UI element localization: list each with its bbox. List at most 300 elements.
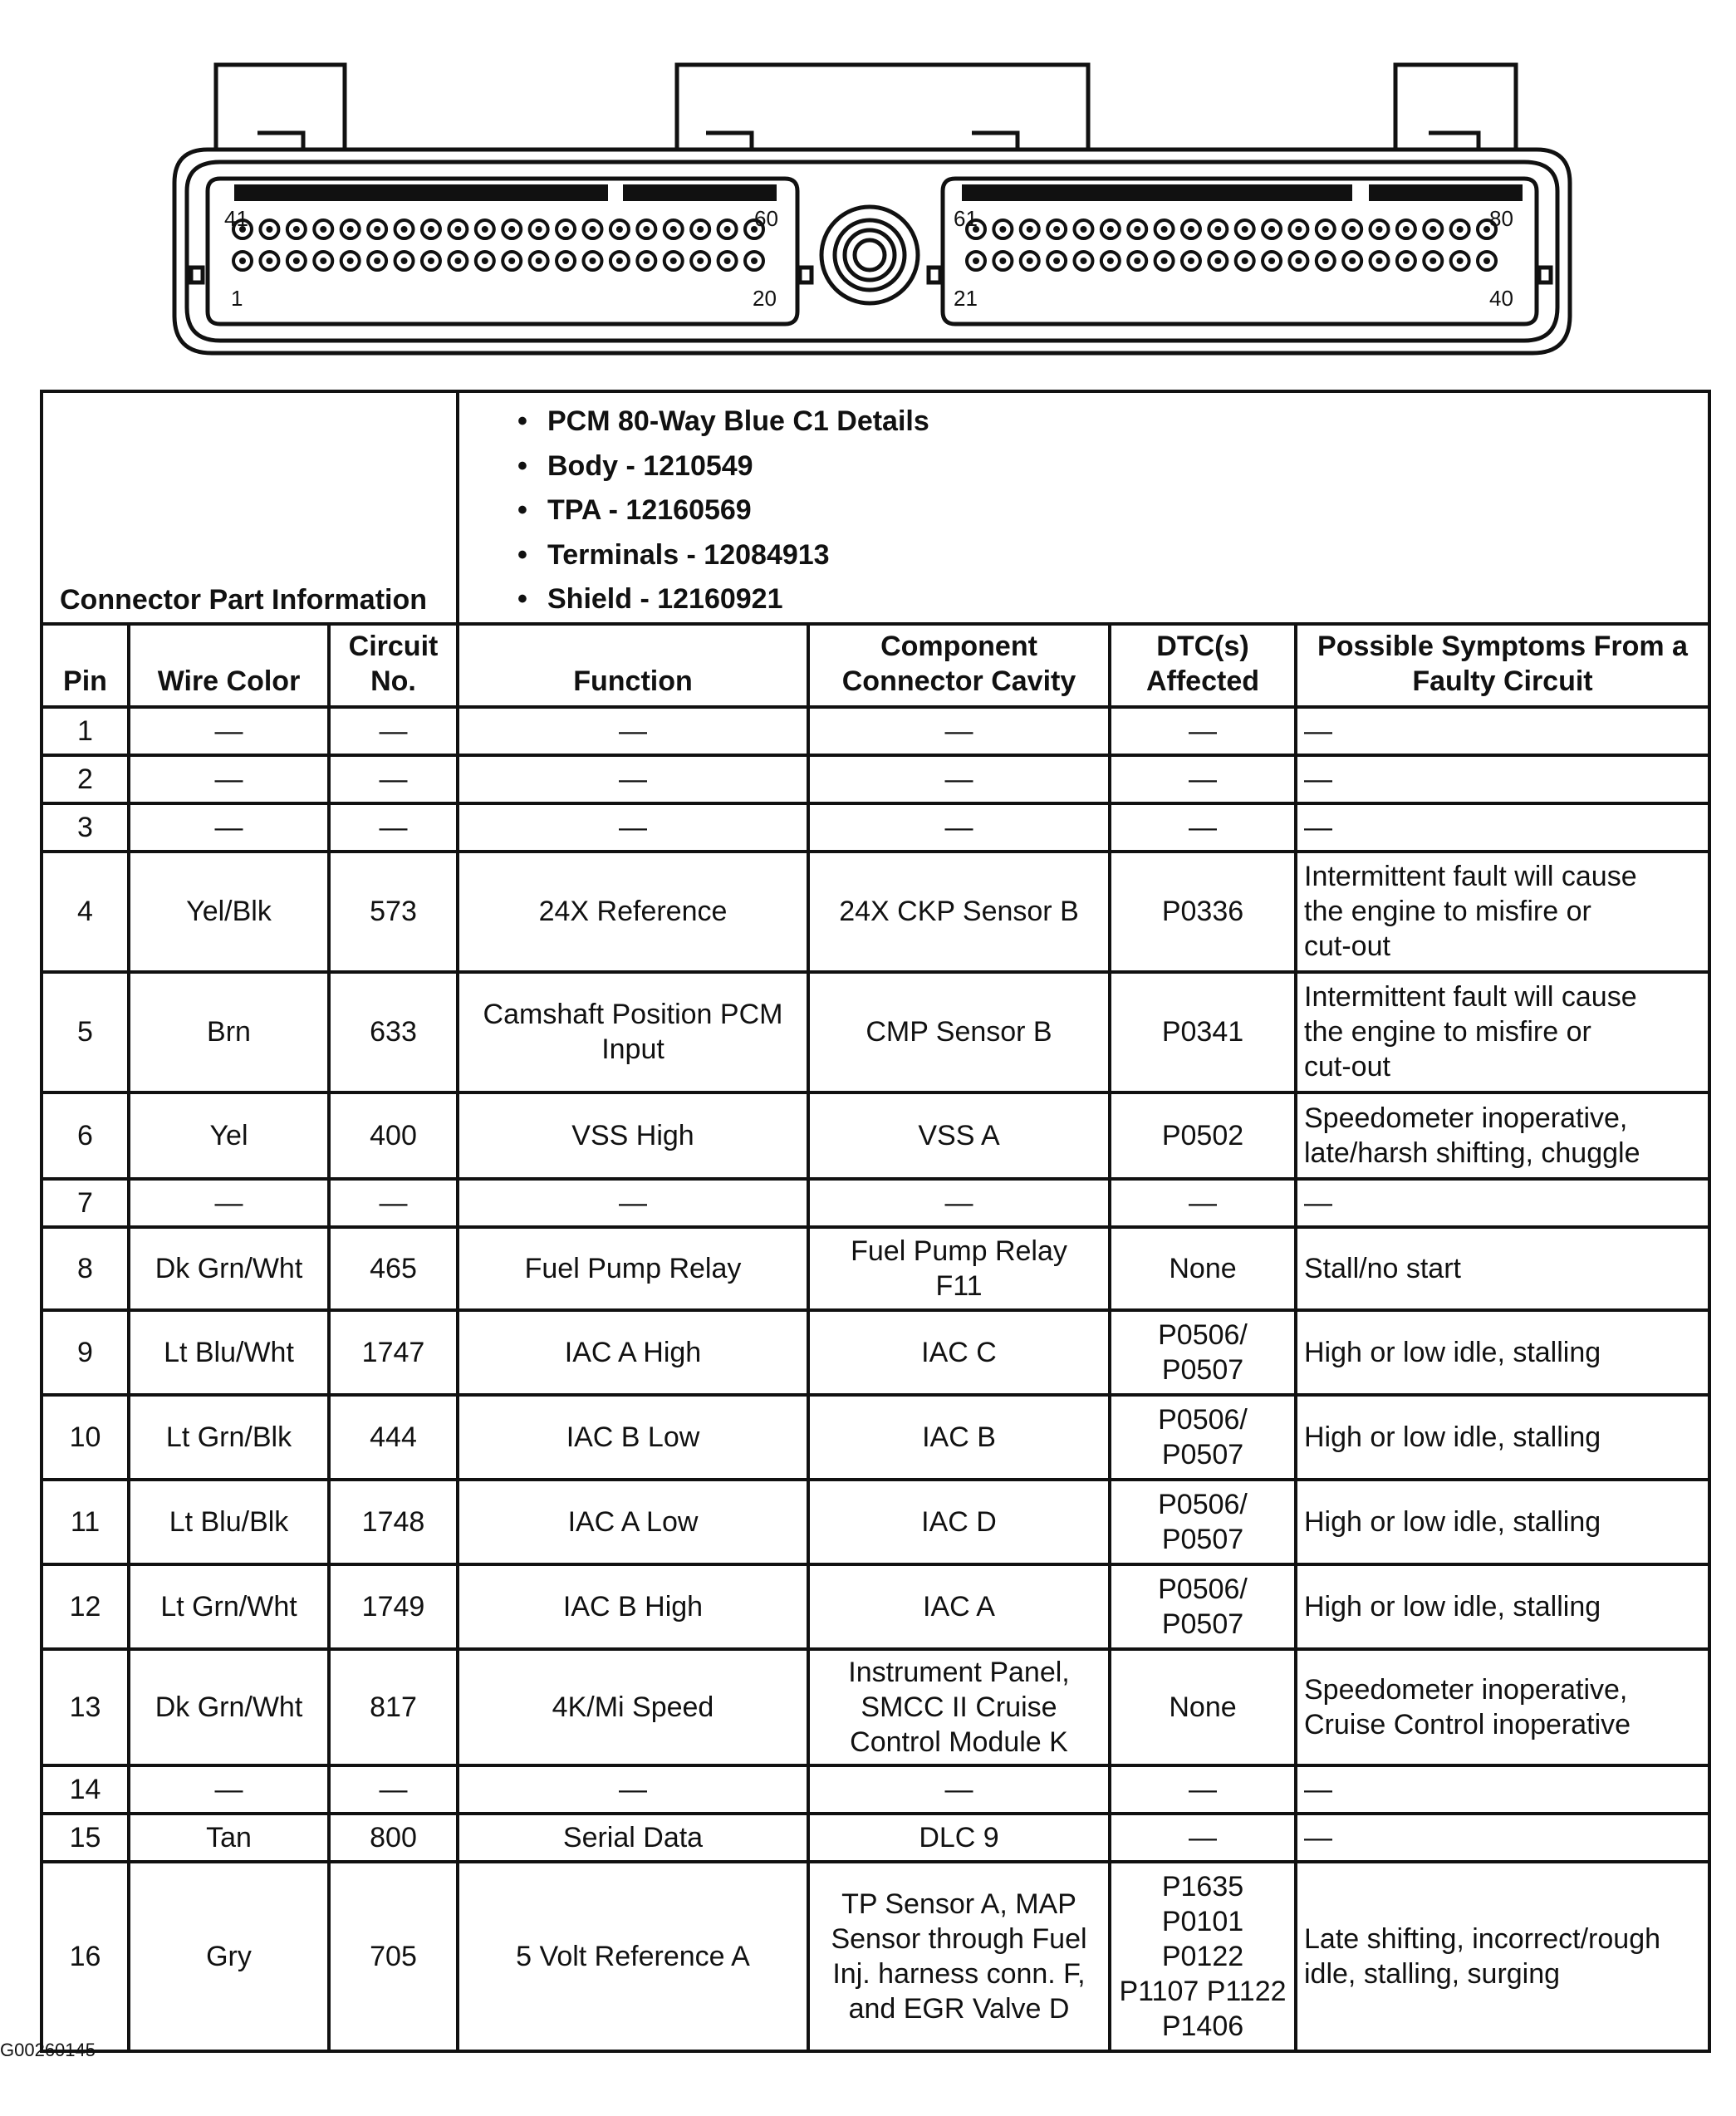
cell-dtc-line: P1635	[1161, 1870, 1244, 1902]
pin-contact	[1188, 258, 1194, 264]
pin-contact	[482, 258, 488, 264]
cell-symptoms	[1296, 1179, 1709, 1227]
pin-contact	[1214, 258, 1221, 264]
pin-contact	[293, 226, 300, 233]
table-row	[42, 1179, 1709, 1227]
pin-contact	[1080, 258, 1086, 264]
cell-dtc	[1110, 1765, 1296, 1814]
table-row	[42, 707, 1709, 755]
cell-pin: 11	[42, 1480, 129, 1564]
cavity-number-80: 80	[1489, 206, 1513, 231]
cell-symptoms-line: —	[1304, 1186, 1332, 1219]
cell-cavity-line: —	[944, 763, 973, 795]
cell-cavity	[808, 1092, 1110, 1179]
pin-contact	[1027, 226, 1033, 233]
pin-contact	[589, 258, 596, 264]
cell-wire-color: —	[129, 1179, 329, 1227]
cell-symptoms	[1296, 852, 1709, 972]
pin-contact	[454, 226, 461, 233]
cell-function	[458, 1480, 808, 1564]
cell-dtc-line: P0506/	[1158, 1573, 1248, 1605]
cell-cavity-line: VSS A	[918, 1119, 1000, 1151]
cell-dtc-line: P0507	[1161, 1523, 1244, 1555]
table-row	[42, 852, 1709, 972]
cell-symptoms-line: cut-out	[1304, 1051, 1390, 1083]
cell-circuit: 1749	[329, 1564, 458, 1649]
pin-contact	[401, 258, 408, 264]
pin-contact	[1295, 258, 1302, 264]
cell-wire-color: Lt Blu/Wht	[129, 1310, 329, 1395]
table-row	[42, 1649, 1709, 1765]
cell-function-line: —	[619, 714, 647, 747]
cell-circuit: —	[329, 755, 458, 803]
pin-contact	[616, 258, 623, 264]
cell-symptoms-line: —	[1304, 811, 1332, 843]
cell-wire-color: Dk Grn/Wht	[129, 1227, 329, 1310]
pin-contact	[1242, 258, 1248, 264]
cell-circuit: —	[329, 803, 458, 852]
table-row	[42, 1862, 1709, 2051]
cell-function	[458, 1765, 808, 1814]
pin-function-table	[40, 390, 1711, 2053]
cell-dtc	[1110, 1564, 1296, 1649]
cell-wire-color: Gry	[129, 1862, 329, 2051]
cell-cavity	[808, 1862, 1110, 2051]
cell-dtc	[1110, 755, 1296, 803]
cell-dtc-line: —	[1189, 811, 1217, 843]
cell-circuit: 800	[329, 1814, 458, 1862]
cell-dtc	[1110, 1092, 1296, 1179]
cavity-number-21: 21	[954, 286, 978, 311]
pin-contact	[266, 258, 272, 264]
cell-cavity-line: Sensor through Fuel	[831, 1922, 1087, 1955]
cell-dtc-line: P0507	[1161, 1438, 1244, 1470]
cell-symptoms	[1296, 1395, 1709, 1480]
cell-symptoms-line: High or low idle, stalling	[1304, 1505, 1601, 1538]
cell-pin: 8	[42, 1227, 129, 1310]
pin-contact	[1322, 258, 1329, 264]
cell-dtc-line: P1406	[1161, 2010, 1244, 2042]
cell-pin: 1	[42, 707, 129, 755]
pin-contact	[320, 226, 326, 233]
pin-contact	[1457, 226, 1464, 233]
cell-wire-color: Yel/Blk	[129, 852, 329, 972]
cell-symptoms-line: Speedometer inoperative,	[1304, 1102, 1628, 1134]
cell-function	[458, 1179, 808, 1227]
cell-function	[458, 1310, 808, 1395]
cell-dtc-line: P0341	[1161, 1016, 1244, 1048]
cell-dtc-line: None	[1169, 1252, 1237, 1284]
pin-contact	[1349, 226, 1356, 233]
pin-contact	[1349, 258, 1356, 264]
cell-cavity	[808, 1179, 1110, 1227]
cell-wire-color: Lt Blu/Blk	[129, 1480, 329, 1564]
header-cavity: Component Connector Cavity	[808, 624, 1110, 707]
pin-contact	[1457, 258, 1464, 264]
cell-dtc-line: P0336	[1161, 896, 1244, 927]
cell-function	[458, 1649, 808, 1765]
header-wire-color: Wire Color	[129, 624, 329, 707]
pin-contact	[724, 226, 731, 233]
pin-contact	[1080, 226, 1086, 233]
cell-pin: 4	[42, 852, 129, 972]
cell-symptoms-line: Stall/no start	[1304, 1252, 1461, 1284]
cell-dtc	[1110, 1179, 1296, 1227]
cell-pin: 3	[42, 803, 129, 852]
part-info-item: • Body - 1210549	[517, 449, 753, 482]
cell-dtc	[1110, 1814, 1296, 1862]
cell-symptoms	[1296, 1227, 1709, 1310]
cell-cavity	[808, 1227, 1110, 1310]
cell-cavity-line: TP Sensor A, MAP	[841, 1888, 1076, 1920]
header-dtc: DTC(s) Affected	[1110, 624, 1296, 707]
pin-contact	[616, 226, 623, 233]
cell-symptoms	[1296, 707, 1709, 755]
pin-contact	[401, 226, 408, 233]
cell-circuit: 633	[329, 972, 458, 1092]
cell-symptoms	[1296, 1649, 1709, 1765]
cell-function-line: —	[619, 1186, 647, 1219]
pin-contact	[1376, 226, 1383, 233]
cell-symptoms-line: the engine to misfire or	[1304, 896, 1591, 927]
cell-cavity	[808, 803, 1110, 852]
cavity-number-1: 1	[231, 286, 243, 311]
pin-contact	[1107, 258, 1114, 264]
pin-contact	[428, 258, 434, 264]
table-row	[42, 1814, 1709, 1862]
cell-symptoms	[1296, 1814, 1709, 1862]
cell-symptoms-line: Intermittent fault will cause	[1304, 981, 1637, 1013]
cell-wire-color: —	[129, 707, 329, 755]
pin-contact	[1430, 258, 1436, 264]
cell-pin: 12	[42, 1564, 129, 1649]
cell-dtc-line: P1107 P1122	[1119, 1975, 1287, 2007]
cell-symptoms-line: the engine to misfire or	[1304, 1016, 1591, 1048]
part-info-row	[42, 391, 1709, 624]
table-row	[42, 1310, 1709, 1395]
cell-function	[458, 1814, 808, 1862]
pin-contact	[293, 258, 300, 264]
cell-circuit: 1748	[329, 1480, 458, 1564]
cell-dtc-line: None	[1169, 1691, 1237, 1723]
table-row	[42, 1765, 1709, 1814]
cell-symptoms-line: —	[1304, 1821, 1332, 1853]
header-function: Function	[458, 624, 808, 707]
cell-dtc-line: —	[1189, 1773, 1217, 1805]
pin-contact	[1134, 226, 1140, 233]
table-row	[42, 1395, 1709, 1480]
pin-contact	[374, 226, 380, 233]
table-row	[42, 972, 1709, 1092]
cell-function-line: Camshaft Position PCM	[483, 999, 783, 1030]
cell-dtc-line: P0506/	[1158, 1488, 1248, 1520]
part-info-item: • PCM 80-Way Blue C1 Details	[517, 405, 929, 437]
cell-dtc-line: P0122	[1161, 1940, 1244, 1972]
cell-wire-color: Brn	[129, 972, 329, 1092]
pin-contact	[508, 258, 515, 264]
cell-wire-color: Dk Grn/Wht	[129, 1649, 329, 1765]
cell-function-line: Serial Data	[562, 1821, 704, 1853]
cell-cavity	[808, 972, 1110, 1092]
cell-pin: 15	[42, 1814, 129, 1862]
cell-wire-color: Lt Grn/Wht	[129, 1564, 329, 1649]
part-info-item: • Terminals - 12084913	[517, 538, 830, 571]
cell-symptoms-line: —	[1304, 763, 1332, 795]
pin-contact	[1322, 226, 1329, 233]
pin-contact	[1376, 258, 1383, 264]
pin-contact	[973, 258, 979, 264]
cell-function-line: VSS High	[571, 1119, 694, 1151]
cell-wire-color: Yel	[129, 1092, 329, 1179]
table-row	[42, 1227, 1709, 1310]
part-info-item: • TPA - 12160569	[517, 494, 752, 526]
pin-contact	[1161, 226, 1168, 233]
cell-pin: 9	[42, 1310, 129, 1395]
pin-contact	[589, 226, 596, 233]
cell-symptoms-line: cut-out	[1304, 930, 1390, 962]
pin-contact	[536, 258, 542, 264]
cell-pin: 2	[42, 755, 129, 803]
cell-cavity-line: —	[944, 1773, 973, 1805]
cell-wire-color: Tan	[129, 1814, 329, 1862]
cell-symptoms	[1296, 803, 1709, 852]
cell-cavity-line: IAC A	[923, 1590, 995, 1623]
cell-cavity-line: —	[944, 811, 973, 843]
cell-cavity-line: CMP Sensor B	[866, 1016, 1052, 1048]
cell-function	[458, 707, 808, 755]
pin-contact	[1242, 226, 1248, 233]
cell-function	[458, 1862, 808, 2051]
pin-contact	[1483, 258, 1490, 264]
cell-function-line: 24X Reference	[538, 896, 728, 927]
cavity-number-61: 61	[954, 206, 978, 231]
cell-symptoms-line: idle, stalling, surging	[1304, 1957, 1561, 1990]
cell-symptoms-line: —	[1304, 714, 1332, 747]
cell-dtc	[1110, 1480, 1296, 1564]
cell-dtc-line: P0507	[1161, 1608, 1244, 1640]
cell-symptoms	[1296, 1564, 1709, 1649]
cell-symptoms	[1296, 755, 1709, 803]
pin-contact	[1107, 226, 1114, 233]
pin-contact	[347, 258, 354, 264]
cell-cavity-line: IAC D	[921, 1505, 997, 1538]
part-info-list	[517, 400, 1708, 622]
cell-function-line: IAC B High	[562, 1590, 704, 1623]
cell-function-line: IAC A High	[564, 1336, 702, 1368]
cell-wire-color: —	[129, 803, 329, 852]
cell-dtc	[1110, 1395, 1296, 1480]
header-circuit: Circuit No.	[329, 624, 458, 707]
cell-dtc-line: P0507	[1161, 1353, 1244, 1386]
cell-circuit: 573	[329, 852, 458, 972]
cell-circuit: —	[329, 1765, 458, 1814]
cell-pin: 10	[42, 1395, 129, 1480]
pin-contact	[1214, 226, 1221, 233]
pin-contact	[697, 258, 704, 264]
pin-contact	[454, 258, 461, 264]
cell-symptoms	[1296, 1092, 1709, 1179]
table-row	[42, 1092, 1709, 1179]
cavity-number-60: 60	[754, 206, 778, 231]
pin-contact	[643, 226, 650, 233]
pin-contact	[1053, 226, 1060, 233]
cell-function-line: IAC B Low	[566, 1421, 700, 1453]
cell-dtc-line: —	[1189, 1821, 1217, 1853]
cell-cavity-line: and EGR Valve D	[848, 1992, 1070, 2025]
pin-contact	[1188, 226, 1194, 233]
pin-contact	[508, 226, 515, 233]
pin-contact	[562, 258, 569, 264]
cell-circuit: 817	[329, 1649, 458, 1765]
header-pin: Pin	[42, 624, 129, 707]
cell-circuit: 444	[329, 1395, 458, 1480]
pin-contact	[1161, 258, 1168, 264]
cell-function	[458, 755, 808, 803]
cell-function-line: —	[619, 1773, 647, 1805]
cell-function-line: —	[619, 763, 647, 795]
pin-contact	[482, 226, 488, 233]
pin-contact	[724, 258, 731, 264]
cell-symptoms-line: High or low idle, stalling	[1304, 1421, 1601, 1453]
cell-circuit: 705	[329, 1862, 458, 2051]
cell-cavity-line: IAC C	[921, 1336, 997, 1368]
cavity-number-20: 20	[753, 286, 777, 311]
pin-contact	[320, 258, 326, 264]
cell-dtc-line: —	[1189, 714, 1217, 747]
cell-dtc	[1110, 1649, 1296, 1765]
part-info-item: • Shield - 12160921	[517, 583, 783, 615]
pin-contact	[643, 258, 650, 264]
cell-cavity	[808, 1649, 1110, 1765]
cell-function-line: 5 Volt Reference A	[516, 1940, 750, 1972]
cell-wire-color: —	[129, 1765, 329, 1814]
cell-wire-color: —	[129, 755, 329, 803]
cell-dtc	[1110, 972, 1296, 1092]
cell-circuit: —	[329, 707, 458, 755]
pin-contact	[751, 258, 758, 264]
cell-symptoms-line: High or low idle, stalling	[1304, 1590, 1601, 1623]
cell-circuit: 465	[329, 1227, 458, 1310]
cell-cavity-line: Fuel Pump Relay	[851, 1235, 1067, 1267]
cell-symptoms	[1296, 1310, 1709, 1395]
table-row	[42, 755, 1709, 803]
connector-part-info-list-cell	[458, 391, 1709, 624]
pin-contact	[1295, 226, 1302, 233]
cell-function-line: —	[619, 811, 647, 843]
cell-circuit: 1747	[329, 1310, 458, 1395]
cell-cavity-line: Control Module K	[850, 1726, 1068, 1758]
table-row	[42, 1564, 1709, 1649]
cell-pin: 16	[42, 1862, 129, 2051]
pin-contact	[1268, 226, 1275, 233]
cell-dtc-line: P0506/	[1158, 1403, 1248, 1436]
cell-pin: 6	[42, 1092, 129, 1179]
cell-symptoms-line: Speedometer inoperative,	[1304, 1673, 1628, 1706]
pin-contact	[1268, 258, 1275, 264]
figure-code: G00260145	[0, 2040, 96, 2060]
cell-symptoms-line: High or low idle, stalling	[1304, 1336, 1601, 1368]
pin-contact	[670, 226, 677, 233]
cell-cavity-line: SMCC II Cruise	[861, 1691, 1057, 1723]
cell-cavity-line: 24X CKP Sensor B	[839, 896, 1079, 927]
cell-cavity-line: Inj. harness conn. F,	[832, 1957, 1086, 1990]
pin-contact	[1053, 258, 1060, 264]
pin-contact	[1027, 258, 1033, 264]
cell-function	[458, 1092, 808, 1179]
cell-cavity	[808, 1564, 1110, 1649]
pin-contact	[1134, 258, 1140, 264]
cell-cavity-line: IAC B	[922, 1421, 996, 1453]
cell-function	[458, 1227, 808, 1310]
cell-symptoms	[1296, 1480, 1709, 1564]
table-header-row	[42, 624, 1709, 707]
cell-dtc-line: P0101	[1161, 1905, 1244, 1937]
cell-cavity	[808, 852, 1110, 972]
cell-symptoms-line: —	[1304, 1773, 1332, 1805]
cell-cavity	[808, 755, 1110, 803]
cell-circuit: —	[329, 1179, 458, 1227]
pin-contact	[428, 226, 434, 233]
connector-part-info-label: Connector Part Information	[42, 391, 458, 624]
cell-pin: 5	[42, 972, 129, 1092]
cell-function-line: 4K/Mi Speed	[552, 1691, 714, 1723]
cell-cavity-line: Instrument Panel,	[848, 1656, 1070, 1688]
cell-dtc-line: P0502	[1161, 1119, 1244, 1151]
table-row	[42, 1480, 1709, 1564]
pin-contact	[239, 258, 246, 264]
header-symptoms: Possible Symptoms From a Faulty Circuit	[1296, 624, 1709, 707]
cell-symptoms-line: Late shifting, incorrect/rough	[1304, 1922, 1661, 1955]
cell-dtc	[1110, 1227, 1296, 1310]
cell-symptoms	[1296, 1765, 1709, 1814]
cavity-number-40: 40	[1489, 286, 1513, 311]
cell-function	[458, 1564, 808, 1649]
cell-function	[458, 852, 808, 972]
pin-contact	[1403, 226, 1410, 233]
cell-function	[458, 803, 808, 852]
cell-cavity	[808, 1395, 1110, 1480]
pin-contact	[999, 226, 1006, 233]
cell-cavity	[808, 1480, 1110, 1564]
pcm-connector-diagram	[158, 58, 1586, 374]
cell-cavity-line: DLC 9	[919, 1821, 999, 1853]
cell-dtc-line: —	[1189, 1186, 1217, 1219]
pin-contact	[347, 226, 354, 233]
cell-cavity	[808, 1814, 1110, 1862]
cell-pin: 14	[42, 1765, 129, 1814]
pin-contact	[1403, 258, 1410, 264]
cell-cavity	[808, 707, 1110, 755]
pin-contact	[697, 226, 704, 233]
cell-symptoms-line: Intermittent fault will cause	[1304, 861, 1637, 892]
cavity-pin-grid	[233, 220, 1496, 270]
cell-circuit: 400	[329, 1092, 458, 1179]
cell-pin: 13	[42, 1649, 129, 1765]
pin-contact	[562, 226, 569, 233]
pin-contact	[670, 258, 677, 264]
cell-function-line: IAC A Low	[567, 1505, 699, 1538]
cell-symptoms	[1296, 1862, 1709, 2051]
cell-symptoms-line: late/harsh shifting, chuggle	[1304, 1137, 1640, 1169]
cell-function	[458, 972, 808, 1092]
cell-cavity-line: F11	[935, 1269, 983, 1302]
pin-contact	[999, 258, 1006, 264]
pin-contact	[536, 226, 542, 233]
cell-symptoms-line: Cruise Control inoperative	[1304, 1708, 1631, 1740]
cell-cavity-line: —	[944, 1186, 973, 1219]
table-row	[42, 803, 1709, 852]
cell-wire-color: Lt Grn/Blk	[129, 1395, 329, 1480]
